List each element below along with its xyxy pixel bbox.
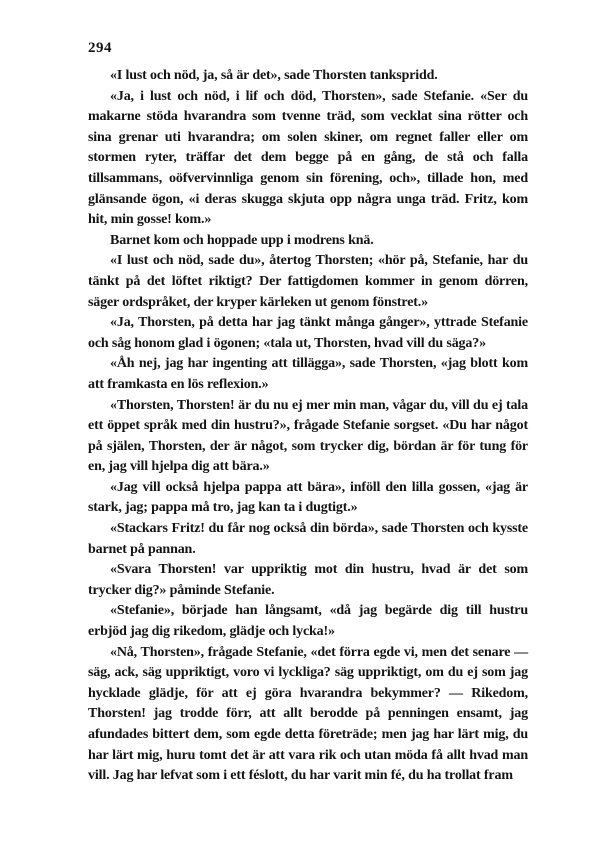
page-number: 294 [88, 40, 112, 56]
paragraph: «Ja, i lust och nöd, i lif och död, Thorsten», sade Stefanie. «Ser du makarne stöda hvarandra som tvenne träd, som vecklat sina rötter och sina grenar uti hvarandra; om solen skiner, om regnet faller eller om stormen ryter, träffar det dem begge på en gång, de stå och falla tillsammans, oöfvervinnliga genom sin förening, och», tillade hon, med glänsande ögon, «i deras skugga skjuta opp några unga träd. Fritz, kom hit, min gosse! kom.» [88, 88, 528, 228]
paragraph: «Thorsten, Thorsten! är du nu ej mer min man, vågar du, vill du ej tala ett öppet språk med din hustru?», frågade Stefanie sorgset. «Du har något på själen, Thorsten, der är något, som trycker dig, bördan är för tung för en, jag vill hjelpa dig att bära.» [88, 397, 528, 475]
paragraph: «I lust och nöd, sade du», återtog Thorsten; «hör på, Stefanie, har du tänkt på det löftet riktigt? Der fattigdomen kommer in genom dörren, säger ordspråket, der kryper kärleken ut genom fönstret.» [88, 253, 528, 310]
paragraph: «Stefanie», började han långsamt, «då jag begärde dig till hustru erbjöd jag dig rikedom, glädje och lycka!» [88, 603, 528, 640]
paragraph: «Nå, Thorsten», frågade Stefanie, «det förra egde vi, men det senare — säg, ack, säg uppriktigt, voro vi lyckliga? säg uppriktigt, om du ej som jag hycklade glädje, för att ej göra hvarandra bekymmer? — Rikedom, Thorsten! jag trodde förr, att allt berodde på penningen ensamt, jag afundades bittert dem, som egde detta företräde; men jag har lärt mig, du har lärt mig, huru tomt det är att vara rik och utan möda få allt hvad man vill. Jag har lefvat som i ett féslott, du har varit min fé, du ha trollat fram [88, 644, 528, 784]
paragraph: «Åh nej, jag har ingenting att tillägga», sade Thorsten, «jag blott kom att framkasta en lös reflexion.» [88, 356, 528, 392]
paragraph: Barnet kom och hoppade upp i modrens knä. [110, 232, 374, 248]
paragraph: «Ja, Thorsten, på detta har jag tänkt många gånger», yttrade Stefanie och såg honom glad i ögonen; «tala ut, Thorsten, hvad vill du säga?» [88, 315, 528, 351]
paragraph: «Svara Thorsten! var uppriktig mot din hustru, hvad är det som trycker dig?» påminde Stefanie. [88, 562, 528, 598]
paragraph: «Jag vill också hjelpa pappa att bära», inföll den lilla gossen, «jag är stark, jag; pappa må tro, jag kan ta i dugtigt.» [88, 479, 528, 516]
body-text [88, 66, 528, 787]
paragraph: «I lust och nöd, ja, så är det», sade Thorsten tankspridd. [110, 68, 438, 83]
paragraph: «Stackars Fritz! du får nog också din börda», sade Thorsten och kysste barnet på pannan. [88, 521, 528, 557]
